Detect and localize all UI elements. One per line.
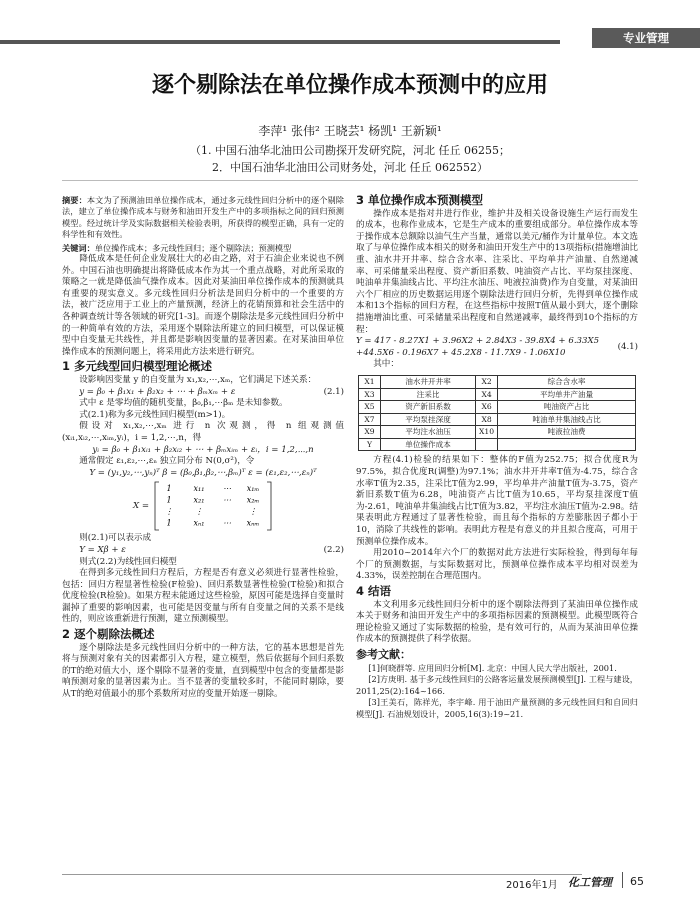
s1-paragraph-2: 式中 ε 是零均值的随机变量，β₀,β₁,⋯βₘ 是未知参数。 [79,398,288,409]
issue-date: 2016年1月 [506,880,558,891]
matrix-cell: ⋮ [249,507,258,517]
equation-4-1-number: (4.1) [617,341,638,352]
equation-2-2-number: (2.2) [323,544,344,555]
left-column [62,195,344,701]
s3-paragraph-2: 方程(4.1)检验的结果如下：整体的F值为252.75；拟合优度R为97.5%，拟合优度R(调整)为97.1%；油水井开井率T值为-4.75，综合含水率T值为2.35，注采比T值为2.99，平均单井产油量T值为-3.75，资产新旧系数T值为6.28，吨油资产占比T值为10.65，平均泵挂深度T值为-2.61，吨油单井集油线占比T值为3.82，平均注水油压T值为-2.98。结果表明此方程通过了显著性检验，而且每个指标的方差膨胀因子都小于10，消除了共线性的影响。表明此方程是有意义的并且拟合度高，可用于预测单位操作成本。 [356,455,638,547]
reference-item: [2]方庚明. 基于多元线性回归的公路客运量发展预测模型[J]. 工程与建设，2011,25(2):164~166. [356,674,638,696]
matrix-label: X = [132,500,150,511]
variable-cell: X1 [359,375,381,388]
variable-cell: X3 [359,388,381,401]
variable-row [359,388,636,401]
variable-cell: X4 [476,388,498,401]
abstract [62,195,344,241]
top-rule [0,40,560,44]
footer-rule [62,874,582,875]
matrix-cell: xₙₘ [246,518,260,528]
affiliation-2: 2．中国石油华北油田公司财务处，河北 任丘 062552） [212,161,488,174]
variable-cell: 油水井开井率 [381,375,476,388]
equation-4-1-line-2: +44.5X6 - 0.196X7 + 45.2X8 - 11.7X9 - 1.06X10 [356,347,566,358]
matrix-cell: ⋮ [195,507,204,517]
matrix-cell: x₂₁ [193,495,205,505]
variable-cell: 注采比 [381,388,476,401]
variable-cell: 平均注水油压 [381,426,476,439]
matrix-cell: 1 [166,518,172,528]
variable-cell: X9 [359,426,381,439]
equation-4-1-line-1: Y = 417 - 8.27X1 + 3.96X2 + 2.84X3 - 39.8X4 + 6.33X5 [356,336,600,347]
affiliation-1: （1. 中国石油华北油田公司勘探开发研究院，河北 任丘 06255； [190,144,510,157]
header-divider [62,180,638,181]
variable-cell: 吨油资产占比 [498,401,636,414]
design-matrix [62,481,344,531]
equation-observations: yᵢ = β₀ + β₁xᵢ₁ + β₂xᵢ₂ + ⋯ + βₘxᵢₘ + εᵢ，i = 1,2,⋯,n [92,444,314,455]
s1-paragraph-6: 则(2.1)可以表示成 [79,533,152,544]
reference-item: [3]王美石，陈祥光，李宇峰. 用于油田产量预测的多元线性回归和自回归模型[J]. 石油规划设计，2005,16(3):19~21. [356,697,638,719]
matrix-cell: x₁₁ [193,484,205,494]
variable-row [359,426,636,439]
equation-2-1 [62,387,344,399]
variable-row [359,438,636,451]
matrix-cell: x₁ₘ [246,484,260,494]
s1-paragraph-1: 设影响因变量 y 的自变量为 x₁,x₂,⋯,xₘ，它们满足下述关系： [79,374,317,385]
matrix-cell: xₙ₁ [193,518,205,528]
article-title: 逐个剔除法在单位操作成本预测中的应用 [151,73,548,98]
variable-cell: 吨液拉油费 [498,426,636,439]
variable-cell: 平均泵挂深度 [381,413,476,426]
s2-paragraph-1: 逐个剔除法是多元线性回归分析中的一种方法，它的基本思想是首先将与预测对象有关的因素都引入方程，建立模型，然后依据每个回归系数的T的绝对值大小，逐个剔除不显著的变量，直到模型中包含的变量都是影响预测对象的显著因素为止。当不显著的变量较多时，不能同时剔除，要从T的绝对值最小的那个系数所对应的变量开始逐一剔除。 [62,642,344,700]
variable-table [358,375,636,452]
footer-separator [622,872,623,888]
keywords-text: 单位操作成本；多元线性回归；逐个剔除法；预测模型 [94,242,292,253]
keywords [62,243,344,254]
matrix-cell: x₂ₘ [246,495,260,505]
variable-cell: 资产新旧系数 [381,401,476,414]
variable-cell: X7 [359,413,381,426]
variable-cell: 吨油单井集油线占比 [498,413,636,426]
variable-cell: Y [359,438,381,451]
s1-paragraph-3: 式(2.1)称为多元线性回归模型(m>1)。 [79,409,231,420]
equation-2-1-body: y = β₀ + β₁x₁ + β₂x₂ + ⋯ + βₘxₘ + ε [79,386,236,397]
equation-2-1-number: (2.1) [323,386,344,397]
equation-2-2 [62,545,344,557]
page-number: 65 [630,875,644,888]
matrix-grid [153,481,273,531]
reference-list [356,663,638,721]
s3-paragraph-1: 操作成本是指对井进行作业，维护井及相关设备设施生产运行而发生的成本，也称作业成本，它是生产成本的重要组成部分。单位操作成本等于操作成本总额除以油气生产当量，通常以美元/桶作为计量单位。本文选取了与单位操作成本相关的财务和油田开发生产中的13项指标(措施增油比重、油水井开井率、综合含水率、注采比、平均单井产油量、自然递减率、可采储量采出程度、资产新旧系数、吨油资产占比、平均泵挂深度、吨油单井集油线占比、平均注水油压、吨液拉油费)作为自变量，对某油田六个厂相应的历史数据运用逐个剔除法进行回归分析，先得到单位操作成本和13个指标的回归方程，在这些指标中按照T值从最小到大，逐个删除措施增油比重、可采储量采出程度和自然递减率，最终得到10个指标的方程： [356,208,638,335]
intro-paragraph: 降低成本是任何企业发展壮大的必由之路，对于石油企业来说也不例外。中国石油也明确提出将降低成本作为其一个重点战略，对此所采取的策略之一就是降低油气操作成本。因此对某油田单位操作成本的预测就具有重要的现实意义。多元线性回归分析法是回归分析中的一个重要的方法，被广泛应用于工业上的产量预测，经济上的花销预算和社会生活中的各种调查统计等各领域的研究[1-3]。而逐个剔除法是多元线性回归分析中的一种简单有效的方法，采用逐个剔除法所建立的回归模型，可以保证模型中自变量无共线性，并且都是影响因变量的显著因素。在对某油田单位操作成本的预测问题上，将采用此方法来进行研究。 [62,254,344,357]
variable-cell [476,438,498,451]
matrix-cell: 1 [166,495,172,505]
abstract-text: 本文为了预测油田单位操作成本，通过多元线性回归分析中的逐个剔除法，建立了单位操作成本与财务和油田开发生产中的多项指标之间的回归预测模型。经过统计学及实际数据相关检验表明，所获得的模型正确，具有一定的科学性和有效性。 [62,195,344,240]
variable-cell: 单位操作成本 [381,438,476,451]
variable-cell: X10 [476,426,498,439]
section-tag: 专业管理 [592,28,700,48]
section-3-heading: 3 单位操作成本预测模型 [356,193,484,207]
matrix-cell: ⋯ [223,518,232,528]
variable-cell: 综合含水率 [498,375,636,388]
variable-row [359,401,636,414]
section-2-heading: 2 逐个剔除法概述 [62,627,155,642]
matrix-cell: ⋮ [165,507,174,517]
reference-item: [1]何晓群等. 应用回归分析[M]. 北京：中国人民大学出版社，2001. [368,662,617,673]
matrix-cell: 1 [166,484,172,494]
right-column [356,195,638,721]
variable-row [359,375,636,388]
references-heading: 参考文献： [356,647,411,661]
variable-cell: 平均单井产油量 [498,388,636,401]
variable-row [359,413,636,426]
author-list: 李萍¹ 张伟² 王晓芸¹ 杨凯¹ 王新颖¹ [258,124,442,138]
where-label: 其中： [373,359,399,370]
section-4-heading: 4 结语 [356,584,392,598]
variable-cell: X8 [476,413,498,426]
abstract-label: 摘要： [62,195,87,205]
s4-paragraph-1: 本文利用多元线性回归分析中的逐个剔除法得到了某油田单位操作成本关于财务和油田开发生产中的多项指标因素的预测模型。此模型既符合理论检验又通过了实际数据的检验，是有效可行的，从而为某油田单位操作成本的预测提供了科学依据。 [356,599,638,645]
keywords-label: 关键词： [62,242,95,253]
section-1-heading: 1 多元线型回归模型理论概述 [62,359,213,374]
equation-2-2-body: Y = Xβ + ε [79,544,126,555]
s3-paragraph-3: 用2010~2014年六个厂的数据对此方法进行实际检验，得到每年每个厂的预测数据，与实际数据对比，预测单位操作成本平均相对误差为4.33%，误差控制在合理范围内。 [356,548,638,582]
variable-cell: X5 [359,401,381,414]
s1-paragraph-7: 则式(2.2)为线性回归模型 [79,556,177,567]
matrix-cell: ⋯ [223,495,232,505]
matrix-cell: ⋯ [223,484,232,494]
s1-paragraph-5: 通常假定 ε₁,ε₂,⋯,εₙ 独立同分布 N(0,σ²)，令 [79,456,255,467]
equation-vectors: Y = (y₁,y₂,⋯,yₙ)ᵀ β = (β₀,β₁,β₂,⋯,βₘ)ᵀ ε = (ε₁,ε₂,⋯,εₙ)ᵀ [89,467,317,478]
journal-name: 化工管理 [568,876,612,889]
variable-cell: X2 [476,375,498,388]
equation-4-1 [356,336,638,359]
s1-paragraph-4: 假设对 x₁,x₂,⋯,xₘ 进行 n 次观测，得 n 组观测值 (xᵢ₁,xᵢ₂,⋯,xᵢₘ,yᵢ)，i = 1,2,⋯,n，得 [62,421,344,443]
variable-cell: X6 [476,401,498,414]
s1-paragraph-8: 在得到多元线性回归方程后，方程是否有意义必须进行显著性检验，包括：回归方程显著性检验(F检验)、回归系数显著性检验(T检验)和拟合优度检验(R检验)。如果方程未能通过这些检验，原因可能是选择自变量时漏掉了重要的影响因素，也可能是因变量与所有自变量之间的关系不是线性的，则应该重新进行预测，建立预测模型。 [62,568,344,625]
variable-cell [498,438,636,451]
